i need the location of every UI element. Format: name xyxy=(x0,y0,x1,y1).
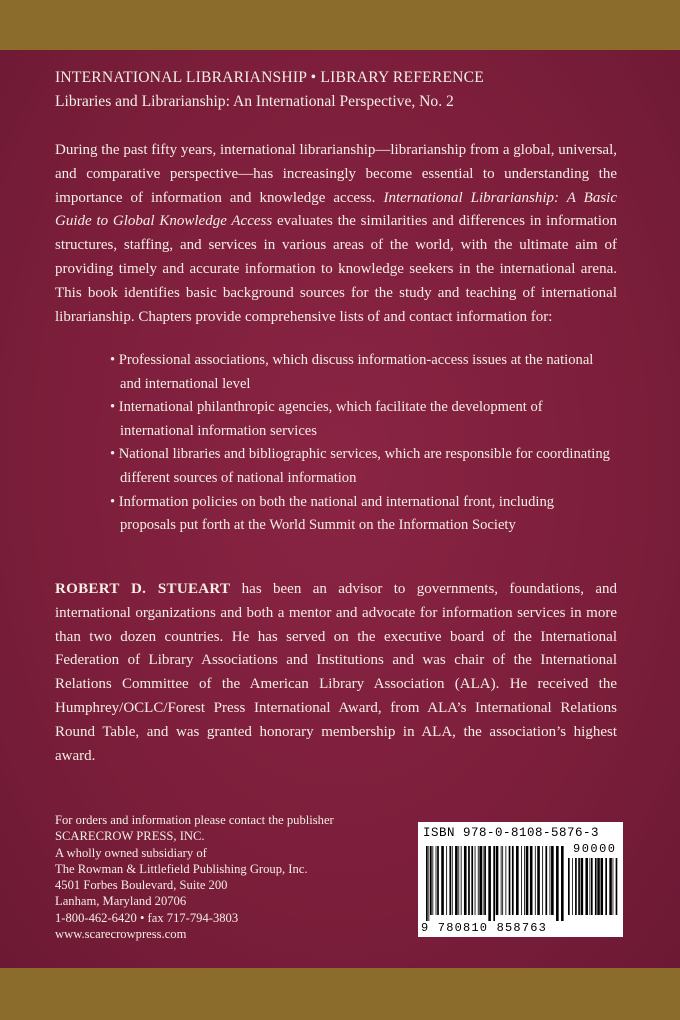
barcode-bar xyxy=(449,846,451,915)
chapter-topics-list xyxy=(110,349,610,538)
price-code: 90000 xyxy=(573,842,617,856)
barcode-bar xyxy=(521,846,522,915)
barcode-bar xyxy=(446,846,447,915)
description-rest: evaluates the similarities and differences in information structures, staffing, and services in various areas of the world, with the ultimate aim of providing timely and accurate information to knowledge seekers in the international arena. This book identifies basic background sources for the study and teaching of international librarianship. Chapters provide comprehensive lists of and contact information for: xyxy=(55,213,617,325)
barcode-bar xyxy=(437,846,439,915)
barcode-bar xyxy=(597,858,600,915)
publisher-phone-fax: 1-800-462-6420 • fax 717-794-3803 xyxy=(55,910,239,925)
barcode-bar xyxy=(572,858,573,915)
barcode-bar xyxy=(568,858,570,915)
isbn-barcode xyxy=(418,822,623,937)
barcode-bar xyxy=(616,858,618,915)
barcode-bar xyxy=(595,858,597,915)
barcode-bar xyxy=(436,846,437,915)
barcode-bar xyxy=(581,858,584,915)
barcode-bar xyxy=(578,858,580,915)
publisher-address-street: 4501 Forbes Boulevard, Suite 200 xyxy=(55,878,228,893)
bottom-gold-band xyxy=(0,968,680,1020)
description-intro: During the past fifty years, international librarianship—librarianship from a global, universal, and comparative perspective—has increasingly become essential to understanding the importance of information and knowledge access. xyxy=(55,142,617,206)
barcode-bar xyxy=(478,846,479,915)
publisher-subsidiary-line: A wholly owned subsidiary of xyxy=(55,845,207,860)
ean13-barcode-bars xyxy=(426,846,566,921)
barcode-bar xyxy=(561,846,564,921)
barcode-bar xyxy=(501,846,502,915)
book-title-italic: International Librarianship: A Basic Guide to Global Knowledge Access xyxy=(55,189,617,230)
barcode-bar xyxy=(441,846,444,915)
barcode-bar xyxy=(591,858,593,915)
isbn-text: ISBN 978-0-8108-5876-3 xyxy=(423,826,600,840)
barcode-bar xyxy=(613,858,614,915)
barcode-bar xyxy=(537,846,540,915)
barcode-bar xyxy=(575,858,577,915)
barcode-bar xyxy=(556,846,559,921)
barcode-bar xyxy=(505,846,506,915)
barcode-bar xyxy=(526,846,529,915)
barcode-bar xyxy=(585,858,588,915)
barcode-bar xyxy=(432,846,433,915)
author-bio-text: has been an advisor to governments, foundations, and international organizations and both a mentor and advocate for information services in more than two dozen countries. He has served on the executive board of the International Federation of Library Associations and Institutions and was chair of the International Relations Committee of the American Library Association (ALA). He received the Humphrey/OCLC/Forest Press International Award, from ALA’s International Relations Round Table, and was granted honorary membership in ALA, the association’s highest award. xyxy=(55,581,617,764)
barcode-bar xyxy=(502,846,503,915)
barcode-bar xyxy=(428,846,429,921)
barcode-bar xyxy=(512,846,514,915)
series-category-line: INTERNATIONAL LIBRARIANSHIP • LIBRARY REFERENCE xyxy=(55,69,484,86)
barcode-bar xyxy=(589,858,590,915)
barcode-bar xyxy=(551,846,554,915)
publisher-website: www.scarecrowpress.com xyxy=(55,927,187,942)
barcode-bar xyxy=(479,846,482,915)
barcode-bar xyxy=(496,846,499,915)
barcode-bar xyxy=(455,846,458,915)
list-item: • International philanthropic agencies, which facilitate the development of international information services xyxy=(110,399,543,439)
barcode-bar xyxy=(509,846,511,915)
top-gold-band xyxy=(0,0,680,50)
barcode-bar xyxy=(601,858,604,915)
barcode-bar xyxy=(488,846,491,921)
barcode-bar xyxy=(545,846,547,915)
book-description xyxy=(55,139,617,329)
barcode-bar xyxy=(609,858,612,915)
barcode-bar xyxy=(458,846,459,915)
ean-digits: 9 780810 858763 xyxy=(421,921,548,935)
barcode-bar xyxy=(484,846,486,915)
barcode-bar xyxy=(535,846,536,915)
barcode-bar xyxy=(516,846,519,915)
list-item: • Information policies on both the national and international front, including proposals put forth at the World Summit on the Information Society xyxy=(110,493,555,534)
barcode-bar xyxy=(605,858,607,915)
barcode-bar xyxy=(524,846,525,915)
price-addon-barcode-bars xyxy=(568,858,618,921)
publisher-contact-line: For orders and information please contact the publisher xyxy=(55,813,334,827)
barcode-bar xyxy=(430,846,432,915)
barcode-bar xyxy=(542,846,543,915)
author-name: ROBERT D. STUEART xyxy=(55,581,231,597)
barcode-bar xyxy=(471,846,473,915)
barcode-bar xyxy=(468,846,470,915)
publisher-info xyxy=(55,812,334,942)
barcode-bar xyxy=(483,846,484,915)
barcode-bar xyxy=(475,846,476,915)
barcode-bar xyxy=(493,846,495,921)
list-item: • National libraries and bibliographic services, which are responsible for coordinating different sources of national information xyxy=(110,446,610,486)
barcode-bar xyxy=(550,846,551,915)
list-item: • Professional associations, which discuss information-access issues at the national and international level xyxy=(110,352,594,392)
barcode-bar xyxy=(426,846,428,921)
publisher-address-city: Lanham, Maryland 20706 xyxy=(55,894,187,909)
publisher-name: SCARECROW PRESS, INC. xyxy=(55,829,205,844)
publisher-parent: The Rowman & Littlefield Publishing Group, Inc. xyxy=(55,861,308,876)
barcode-bar xyxy=(452,846,453,915)
barcode-bar xyxy=(464,846,467,915)
author-bio xyxy=(55,578,617,768)
series-subtitle: Libraries and Librarianship: An International Perspective, No. 2 xyxy=(55,93,454,110)
barcode-bar xyxy=(530,846,533,915)
barcode-bar xyxy=(461,846,462,915)
